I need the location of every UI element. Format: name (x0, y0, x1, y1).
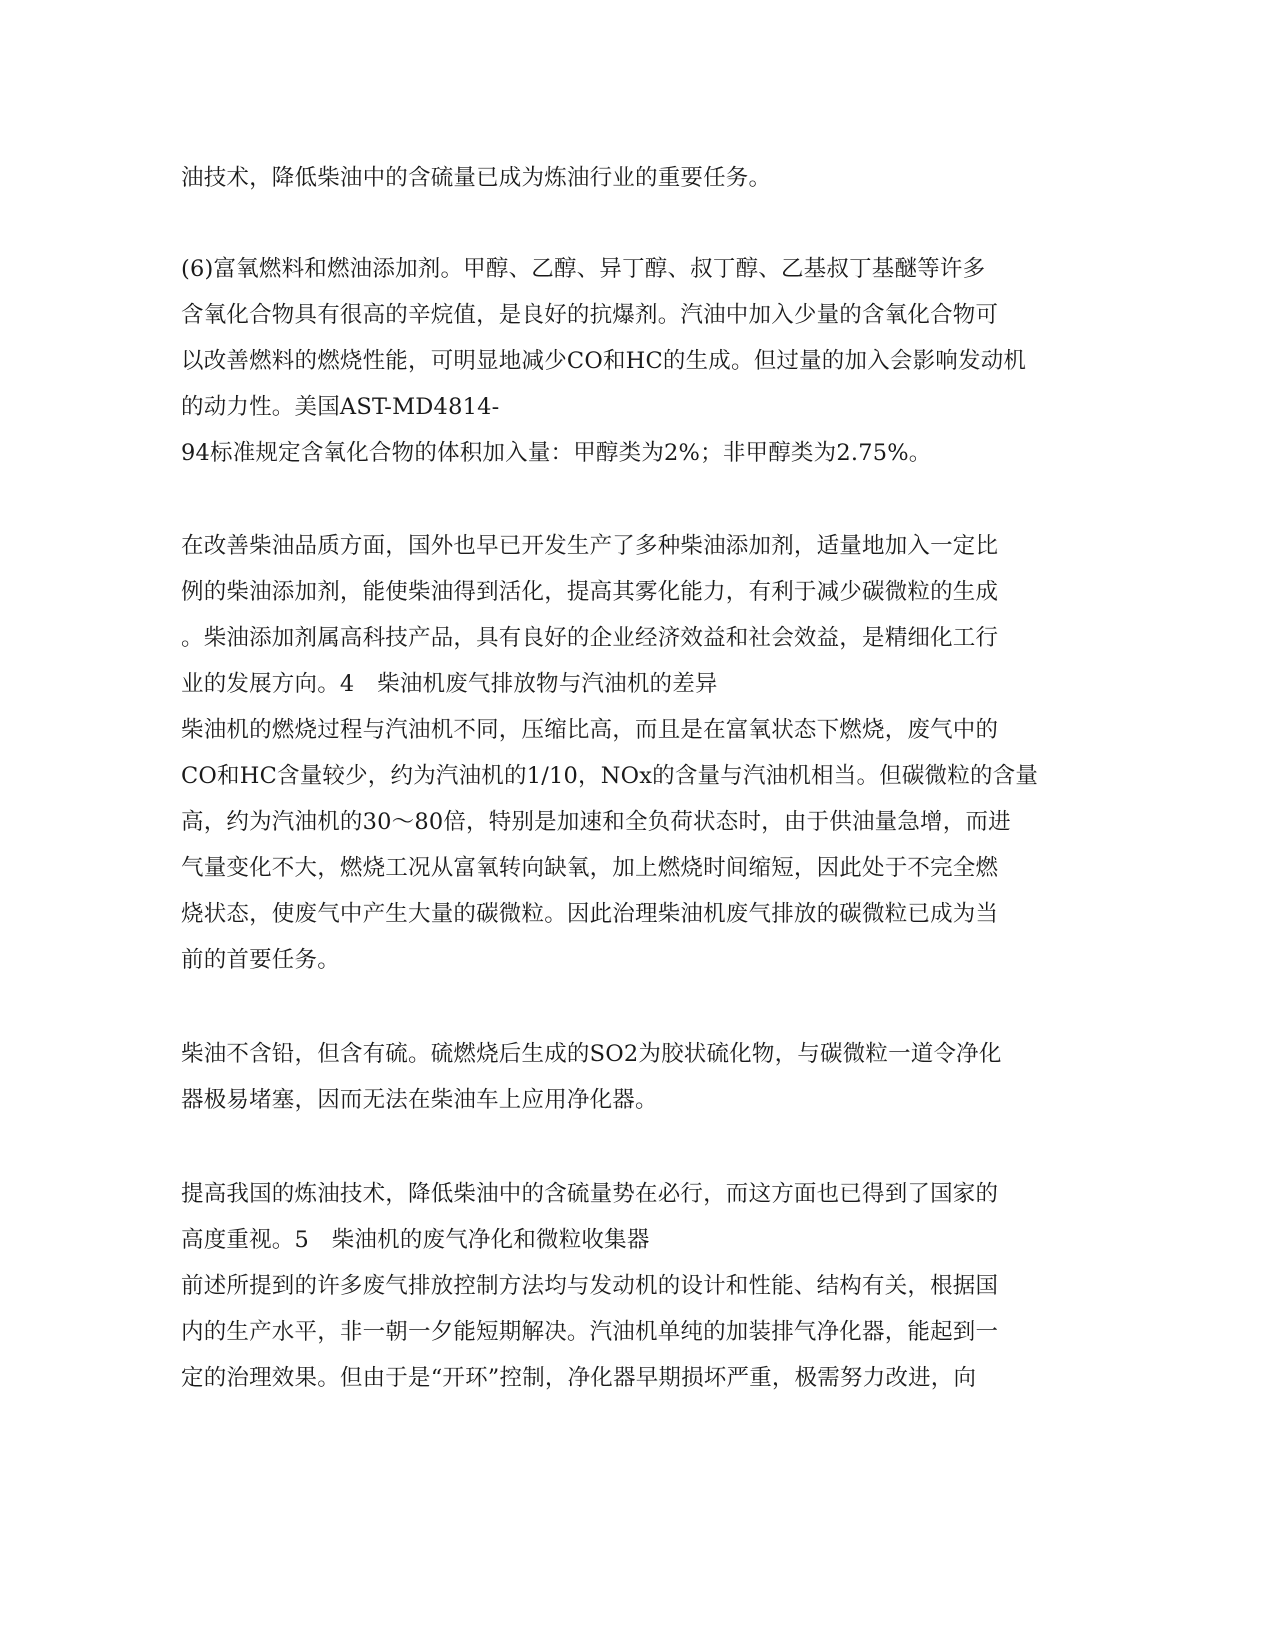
text-line: CO和HC含量较少，约为汽油机的1/10，NOx的含量与汽油机相当。但碳微粒的含量 (181, 763, 1039, 789)
text-line: 器极易堵塞，因而无法在柴油车上应用净化器。 (181, 1087, 658, 1113)
text-line: 柴油机的燃烧过程与汽油机不同，压缩比高，而且是在富氧状态下燃烧，废气中的 (181, 717, 999, 743)
text-line: 业的发展方向。4 柴油机废气排放物与汽油机的差异 (181, 671, 718, 697)
text-line: 的动力性。美国AST-MD4814- (181, 394, 500, 420)
text-line: 94标准规定含氧化合物的体积加入量：甲醇类为2%；非甲醇类为2.75%。 (181, 440, 932, 466)
text-line: 。柴油添加剂属高科技产品，具有良好的企业经济效益和社会效益，是精细化工行 (181, 625, 999, 651)
text-line: 在改善柴油品质方面，国外也早已开发生产了多种柴油添加剂，适量地加入一定比 (181, 533, 999, 559)
text-line: 含氧化合物具有很高的辛烷值，是良好的抗爆剂。汽油中加入少量的含氧化合物可 (181, 302, 999, 328)
text-line: 提高我国的炼油技术，降低柴油中的含硫量势在必行，而这方面也已得到了国家的 (181, 1181, 999, 1207)
text-line: 内的生产水平，非一朝一夕能短期解决。汽油机单纯的加装排气净化器，能起到一 (181, 1319, 999, 1345)
text-line: 高度重视。5 柴油机的废气净化和微粒收集器 (181, 1227, 650, 1253)
text-line: 柴油不含铅，但含有硫。硫燃烧后生成的SO2为胶状硫化物，与碳微粒一道令净化 (181, 1041, 1002, 1067)
text-line: 前的首要任务。 (181, 947, 340, 973)
text-line: 高，约为汽油机的30～80倍，特别是加速和全负荷状态时，由于供油量急增，而进 (181, 809, 1011, 835)
text-line: 以改善燃料的燃烧性能，可明显地减少CO和HC的生成。但过量的加入会影响发动机 (181, 348, 1027, 374)
text-line: (6)富氧燃料和燃油添加剂。甲醇、乙醇、异丁醇、叔丁醇、乙基叔丁基醚等许多 (181, 256, 986, 282)
text-line: 前述所提到的许多废气排放控制方法均与发动机的设计和性能、结构有关，根据国 (181, 1273, 999, 1299)
text-line: 油技术，降低柴油中的含硫量已成为炼油行业的重要任务。 (181, 165, 772, 191)
text-line: 例的柴油添加剂，能使柴油得到活化，提高其雾化能力，有利于减少碳微粒的生成 (181, 579, 999, 605)
text-line: 烧状态，使废气中产生大量的碳微粒。因此治理柴油机废气排放的碳微粒已成为当 (181, 901, 999, 927)
text-line: 定的治理效果。但由于是“开环”控制，净化器早期损坏严重，极需努力改进，向 (181, 1365, 977, 1391)
text-line: 气量变化不大，燃烧工况从富氧转向缺氧，加上燃烧时间缩短，因此处于不完全燃 (181, 855, 999, 881)
